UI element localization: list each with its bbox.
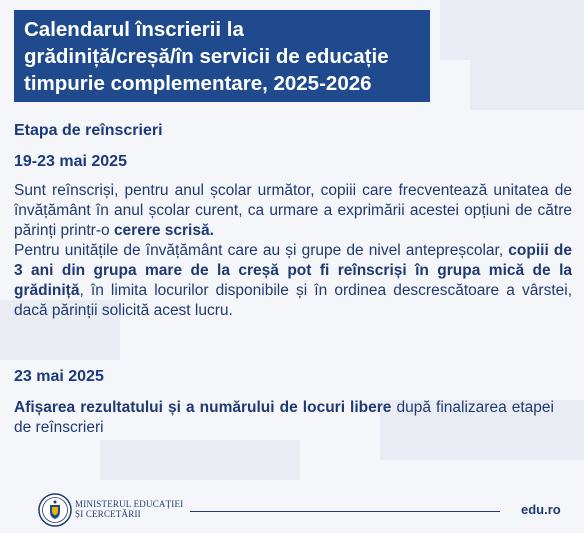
- background-block: [440, 0, 584, 60]
- paragraph-1: [14, 181, 572, 241]
- ministry-line-2: ȘI CERCETĂRII: [75, 509, 141, 519]
- footer-divider: [190, 511, 500, 512]
- paragraph-2-bold: copiii de 3 ani din grupa mare de la creșă pot fi reînscriși în grupa mică de la grădiniță: [14, 242, 573, 299]
- background-block: [100, 440, 300, 480]
- title-line: Calendarul înscrierii la: [24, 18, 244, 41]
- paragraph-2: [14, 241, 572, 321]
- coat-of-arms-icon: [38, 493, 72, 527]
- date-heading-2: 23 mai 2025: [14, 368, 104, 385]
- site-link[interactable]: edu.ro: [521, 502, 561, 517]
- paragraph-2-text: Pentru unitățile de învățământ care au și grupe de nivel antepreșcolar,: [14, 242, 509, 259]
- paragraph-1-bold: cerere scrisă.: [113, 222, 214, 239]
- date-heading-1: 19-23 mai 2025: [14, 153, 127, 170]
- paragraph-2-text-end: , în limita locurilor disponibile și în ordinea descrescătoare a vârstei, dacă părinții solicită acest lucru.: [14, 282, 572, 319]
- ministry-line-1: MINISTERUL EDUCAȚIEI: [75, 499, 184, 509]
- title-line: grădiniță/creșă/în servicii de educație: [24, 45, 389, 68]
- ministry-name: [75, 499, 183, 519]
- paragraph-3-text: după finalizarea etapei de reînscrieri: [14, 399, 554, 436]
- stage-heading: Etapa de reînscrieri: [14, 122, 163, 139]
- background-block: [470, 60, 584, 110]
- paragraph-1-text: Sunt reînscriși, pentru anul școlar următor, copiii care frecventează unitatea de învățământ în anul școlar curent, ca urmare a exprimării acestei opțiuni de către părinți printr-o: [14, 182, 572, 239]
- title-banner: [14, 10, 430, 102]
- paragraph-3: [14, 398, 554, 438]
- title-line: timpurie complementare, 2025-2026: [24, 72, 372, 95]
- paragraph-3-bold: Afișarea rezultatului și a numărului de locuri libere: [14, 399, 392, 416]
